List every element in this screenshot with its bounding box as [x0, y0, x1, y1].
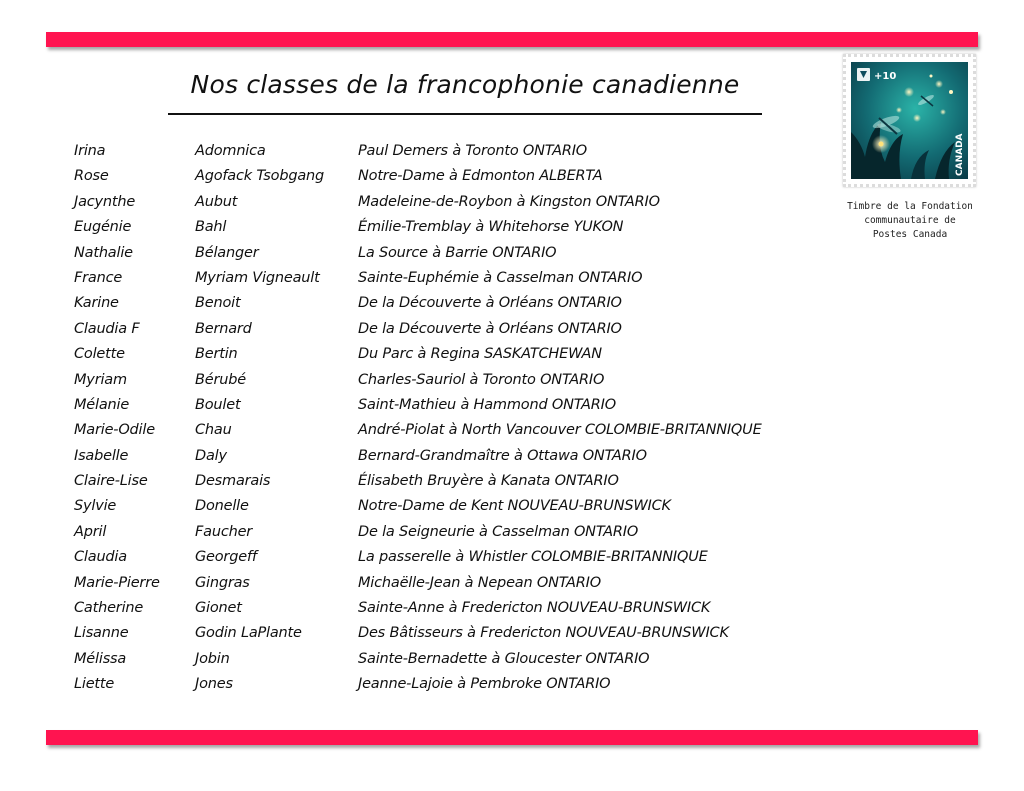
last-name: Faucher — [195, 523, 253, 540]
list-item — [74, 242, 814, 267]
school-location: De la Découverte à Orléans ONTARIO — [358, 320, 622, 337]
stamp-caption — [830, 200, 990, 242]
list-item — [74, 648, 814, 673]
last-name: Myriam Vigneault — [195, 269, 320, 286]
last-name: Chau — [195, 422, 232, 439]
school-location: Émilie-Tremblay à Whitehorse YUKON — [358, 219, 624, 236]
first-name: Karine — [74, 295, 119, 312]
school-location: Élisabeth Bruyère à Kanata ONTARIO — [358, 473, 619, 490]
school-location: André-Piolat à North Vancouver COLOMBIE-BRITANNIQUE — [358, 422, 762, 439]
list-item — [74, 394, 814, 419]
school-location: Sainte-Euphémie à Casselman ONTARIO — [358, 269, 643, 286]
first-name: Claire-Lise — [74, 473, 148, 490]
school-location: Notre-Dame de Kent NOUVEAU-BRUNSWICK — [358, 498, 671, 515]
stamp-country: CANADA — [955, 133, 965, 176]
last-name: Benoit — [195, 295, 241, 312]
list-item — [74, 622, 814, 647]
list-item — [74, 597, 814, 622]
list-item — [74, 445, 814, 470]
first-name: Marie-Pierre — [74, 574, 160, 591]
first-name: Mélanie — [74, 396, 130, 413]
list-item — [74, 165, 814, 190]
list-item — [74, 216, 814, 241]
list-item — [74, 470, 814, 495]
school-location: De la Seigneurie à Casselman ONTARIO — [358, 523, 639, 540]
last-name: Donelle — [195, 498, 249, 515]
postes-canada-logo-icon — [857, 68, 870, 81]
first-name: Mélissa — [74, 650, 127, 667]
school-location: Des Bâtisseurs à Fredericton NOUVEAU-BRUNSWICK — [358, 625, 729, 642]
first-name: Eugénie — [74, 219, 132, 236]
last-name: Bahl — [195, 219, 227, 236]
list-item — [74, 521, 814, 546]
school-location: La passerelle à Whistler COLOMBIE-BRITANNIQUE — [358, 549, 708, 566]
stamp-value: +10 — [874, 71, 897, 82]
list-item — [74, 318, 814, 343]
class-list — [74, 140, 814, 699]
postage-stamp — [843, 54, 976, 187]
caption-line-1: Timbre de la Fondation — [847, 201, 973, 212]
school-location: Michaëlle-Jean à Nepean ONTARIO — [358, 574, 601, 591]
school-location: Sainte-Anne à Fredericton NOUVEAU-BRUNSWICK — [358, 600, 711, 617]
list-item — [74, 419, 814, 444]
school-location: Charles-Sauriol à Toronto ONTARIO — [358, 371, 605, 388]
school-location: Madeleine-de-Roybon à Kingston ONTARIO — [358, 193, 660, 210]
last-name: Jobin — [195, 650, 230, 667]
school-location: La Source à Barrie ONTARIO — [358, 244, 557, 261]
last-name: Boulet — [195, 396, 241, 413]
title-underline — [168, 113, 762, 115]
caption-line-2: communautaire de — [864, 215, 956, 226]
last-name: Adomnica — [195, 143, 266, 159]
last-name: Desmarais — [195, 473, 271, 490]
top-red-band — [46, 32, 978, 47]
list-item — [74, 191, 814, 216]
first-name: Claudia — [74, 549, 127, 566]
school-location: Notre-Dame à Edmonton ALBERTA — [358, 168, 603, 185]
last-name: Gionet — [195, 600, 242, 617]
last-name: Daly — [195, 447, 227, 464]
last-name: Agofack Tsobgang — [195, 168, 325, 185]
school-location: Paul Demers à Toronto ONTARIO — [358, 143, 588, 159]
last-name: Aubut — [195, 193, 238, 210]
school-location: Du Parc à Regina SASKATCHEWAN — [358, 346, 602, 363]
list-item — [74, 495, 814, 520]
first-name: Sylvie — [74, 498, 117, 515]
list-item — [74, 546, 814, 571]
first-name: Colette — [74, 346, 125, 363]
last-name: Bérubé — [195, 371, 246, 388]
list-item — [74, 343, 814, 368]
first-name: Lisanne — [74, 625, 129, 642]
last-name: Bernard — [195, 320, 252, 337]
last-name: Godin LaPlante — [195, 625, 302, 642]
first-name: Isabelle — [74, 447, 129, 464]
last-name: Jones — [195, 676, 233, 693]
school-location: Jeanne-Lajoie à Pembroke ONTARIO — [358, 676, 611, 693]
list-item — [74, 140, 814, 165]
page-title: Nos classes de la francophonie canadienne — [190, 70, 740, 99]
first-name: Myriam — [74, 371, 127, 388]
school-location: Sainte-Bernadette à Gloucester ONTARIO — [358, 650, 650, 667]
first-name: Rose — [74, 168, 109, 185]
school-location: De la Découverte à Orléans ONTARIO — [358, 295, 622, 312]
bottom-red-band — [46, 730, 978, 745]
first-name: Jacynthe — [74, 193, 136, 210]
stamp-artwork — [851, 62, 968, 179]
last-name: Gingras — [195, 574, 250, 591]
list-item — [74, 369, 814, 394]
list-item — [74, 292, 814, 317]
list-item — [74, 673, 814, 698]
school-location: Bernard-Grandmaître à Ottawa ONTARIO — [358, 447, 647, 464]
list-item — [74, 572, 814, 597]
last-name: Georgeff — [195, 549, 257, 566]
first-name: Catherine — [74, 600, 144, 617]
first-name: Irina — [74, 143, 106, 159]
list-item — [74, 267, 814, 292]
first-name: Marie-Odile — [74, 422, 155, 439]
last-name: Bélanger — [195, 244, 259, 261]
first-name: April — [74, 523, 107, 540]
first-name: Nathalie — [74, 244, 133, 261]
caption-line-3: Postes Canada — [872, 229, 948, 240]
first-name: France — [74, 269, 123, 286]
last-name: Bertin — [195, 346, 238, 363]
first-name: Claudia F — [74, 320, 140, 337]
first-name: Liette — [74, 676, 115, 693]
school-location: Saint-Mathieu à Hammond ONTARIO — [358, 396, 616, 413]
